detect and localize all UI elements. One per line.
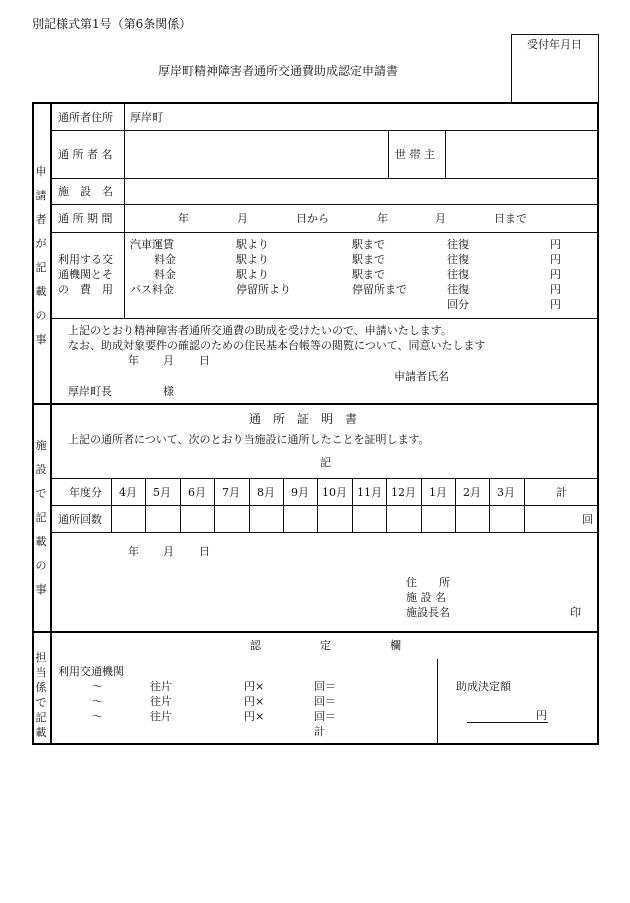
fare-kind: 料金 xyxy=(154,253,176,266)
fare-unit: 円 xyxy=(550,253,561,266)
approval-count: 回＝ xyxy=(314,710,336,723)
month-header: 11月 xyxy=(357,486,382,499)
approval-trip: 往片 xyxy=(150,710,172,723)
receipt-box-label: 受付年月日 xyxy=(527,38,582,51)
certificate-statement: 上記の通所者について、次のとおり当施設に通所したことを証明します。 xyxy=(68,433,430,446)
year-label: 年度分 xyxy=(69,486,102,499)
form-id: 別記様式第1号（第6条関係） xyxy=(32,17,192,31)
approval-count: 回＝ xyxy=(314,680,336,693)
approval-yen: 円× xyxy=(244,710,265,723)
director-label: 施設長名 xyxy=(406,606,450,619)
facility-name-label: 施 設 名 xyxy=(406,591,446,604)
fare-to: 駅まで xyxy=(352,268,385,281)
count-label: 通所回数 xyxy=(58,513,102,526)
decided-amount-underline xyxy=(467,722,548,723)
household-label: 世 帯 主 xyxy=(395,148,435,161)
seal-mark: 印 xyxy=(570,606,581,619)
period-year-2: 年 xyxy=(377,212,388,225)
ki-label: 記 xyxy=(320,456,331,469)
transport-used-label: 利用交通機関 xyxy=(58,665,124,678)
month-header: 5月 xyxy=(153,486,171,499)
approval-heading-1: 認 xyxy=(250,639,261,652)
period-from: 日から xyxy=(296,212,329,225)
applicant-date-month: 月 xyxy=(163,354,174,367)
fare-unit: 円 xyxy=(550,298,561,311)
address-value: 厚岸町 xyxy=(130,111,163,124)
approval-trip: 往片 xyxy=(150,680,172,693)
fare-trip: 往復 xyxy=(447,283,469,296)
facility-label: 施 設 名 xyxy=(58,185,113,198)
period-month-2: 月 xyxy=(435,212,446,225)
approval-heading-2: 定 xyxy=(320,639,331,652)
applicant-name-label: 申請者氏名 xyxy=(394,370,449,383)
fare-from: 駅より xyxy=(236,238,269,251)
fare-to: 停留所まで xyxy=(352,283,407,296)
month-header: 2月 xyxy=(463,486,481,499)
approval-tilde: 〜 xyxy=(92,680,103,693)
fare-kind: 料金 xyxy=(154,268,176,281)
honorific: 様 xyxy=(163,385,174,398)
period-month-1: 月 xyxy=(237,212,248,225)
month-header: 10月 xyxy=(322,486,347,499)
fare-to: 駅まで xyxy=(352,253,385,266)
month-header: 9月 xyxy=(291,486,309,499)
fare-from: 駅より xyxy=(236,253,269,266)
fare-unit: 円 xyxy=(550,268,561,281)
facility-date-day: 日 xyxy=(199,545,210,558)
period-label: 通 所 期 間 xyxy=(58,212,113,225)
decided-amount-label: 助成決定額 xyxy=(456,680,511,693)
approval-yen: 円× xyxy=(244,695,265,708)
count-unit: 回 xyxy=(582,513,593,526)
approval-count: 回＝ xyxy=(314,695,336,708)
fare-kind: 汽車運賃 xyxy=(130,238,174,251)
approval-trip: 往片 xyxy=(150,695,172,708)
statement-2: なお、助成対象要件の確認のための住民基本台帳等の閲覧について、同意いたします xyxy=(68,339,486,352)
approval-yen: 円× xyxy=(244,680,265,693)
month-header: 6月 xyxy=(188,486,206,499)
month-header: 4月 xyxy=(119,486,137,499)
month-header: 7月 xyxy=(222,486,240,499)
approval-tilde: 〜 xyxy=(92,710,103,723)
total-label: 計 xyxy=(556,486,567,499)
fare-trip: 往復 xyxy=(447,253,469,266)
approval-tilde: 〜 xyxy=(92,695,103,708)
month-header: 8月 xyxy=(257,486,275,499)
applicant-date-day: 日 xyxy=(199,354,210,367)
month-header: 12月 xyxy=(391,486,416,499)
fare-unit: 円 xyxy=(550,283,561,296)
period-until: 日まで xyxy=(494,212,527,225)
fare-trip: 往復 xyxy=(447,238,469,251)
approval-total-label: 計 xyxy=(314,725,325,738)
month-header: 1月 xyxy=(429,486,447,499)
fare-trip: 回分 xyxy=(447,298,469,311)
addressee: 厚岸町長 xyxy=(68,385,112,398)
name-label: 通 所 者 名 xyxy=(58,148,113,161)
period-year-1: 年 xyxy=(178,212,189,225)
fare-from: 停留所より xyxy=(236,283,291,296)
facility-address-label: 住 所 xyxy=(406,576,450,589)
transport-label-2: 通機関とそ xyxy=(58,268,113,281)
month-header: 3月 xyxy=(497,486,515,499)
transport-label-3: の 費 用 xyxy=(58,283,113,296)
page-title: 厚岸町精神障害者通所交通費助成認定申請書 xyxy=(158,64,399,78)
decided-amount-unit: 円 xyxy=(536,709,547,722)
fare-from: 駅より xyxy=(236,268,269,281)
applicant-date-year: 年 xyxy=(128,354,139,367)
fare-trip: 往復 xyxy=(447,268,469,281)
transport-label-1: 利用する交 xyxy=(58,253,113,266)
fare-unit: 円 xyxy=(550,238,561,251)
address-label: 通所者住所 xyxy=(58,111,113,124)
approval-heading-3: 欄 xyxy=(390,639,401,652)
facility-date-year: 年 xyxy=(128,545,139,558)
facility-date-month: 月 xyxy=(163,545,174,558)
fare-kind: バス料金 xyxy=(130,283,174,296)
statement-1: 上記のとおり精神障害者通所交通費の助成を受けたいので、申請いたします。 xyxy=(68,324,452,337)
certificate-heading: 通 所 証 明 書 xyxy=(249,412,358,426)
fare-to: 駅まで xyxy=(352,238,385,251)
